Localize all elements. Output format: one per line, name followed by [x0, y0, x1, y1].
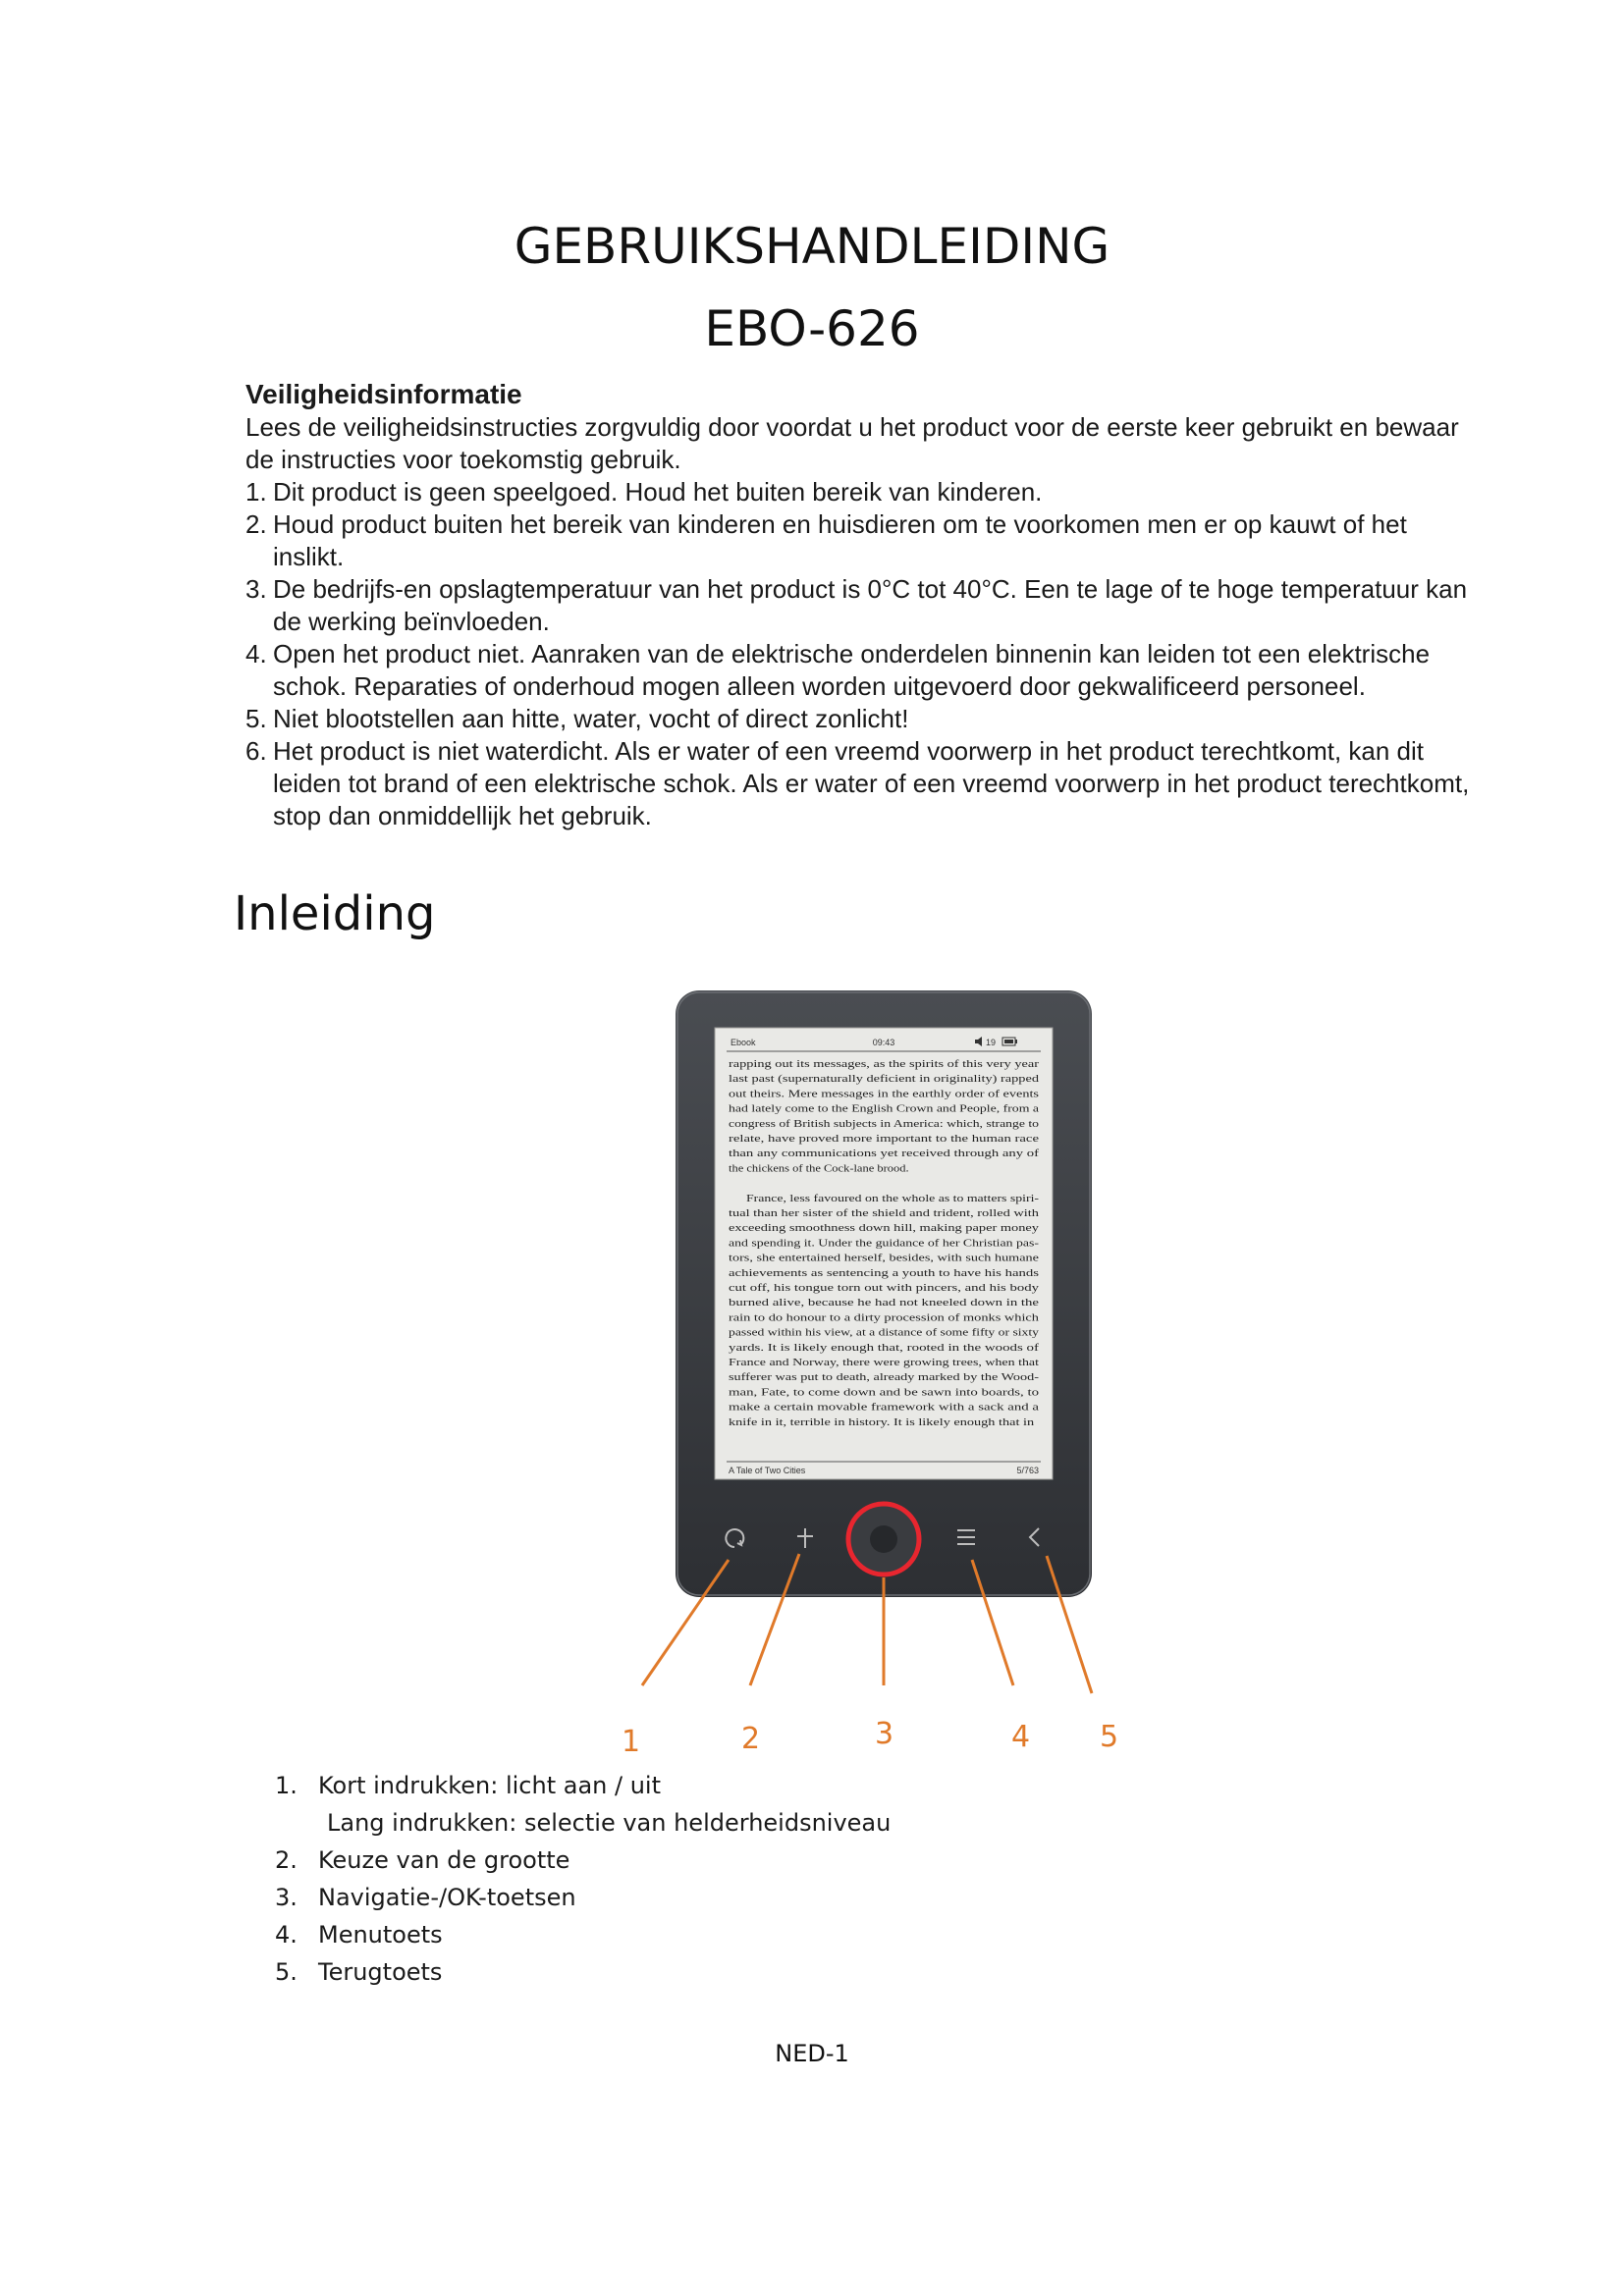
safety-item: [245, 735, 1473, 832]
ebook-text-line: last past (supernaturally deficient in originality) rapped: [729, 1074, 1041, 1086]
safety-item: [245, 703, 1473, 735]
ebook-text-line: France and Norway, there were growing trees, when that: [729, 1358, 1040, 1368]
ebook-text-line: tual than her sister of the shield and trident, rolled with: [729, 1208, 1041, 1219]
ebook-text-line: out theirs. Mere messages in the earthly order of events: [729, 1089, 1039, 1100]
ebook-text-line: make a certain movable framework with a sack and a: [729, 1402, 1040, 1414]
safety-item-number: 6.: [245, 736, 267, 766]
key-list-number: 3.: [275, 1884, 298, 1911]
navigation-ok-button[interactable]: [848, 1504, 919, 1575]
ebook-text-line: sufferer was put to death, already marked by the Wood-: [729, 1372, 1040, 1384]
ebook-text-line: achievements as sentencing a youth to have his hands: [729, 1267, 1039, 1279]
ebook-text-line: passed within his view, at a distance of some fifty or sixty: [729, 1327, 1040, 1339]
ebook-text-line: burned alive, because he had not kneeled down in the: [729, 1298, 1040, 1309]
key-list-number: 1.: [275, 1772, 298, 1799]
key-list-text: Kort indrukken: licht aan / uit: [318, 1772, 661, 1799]
safety-item-text: Dit product is geen speelgoed. Houd het buiten bereik van kinderen.: [273, 477, 1043, 507]
model-number: EBO-626: [704, 300, 920, 357]
safety-list: [245, 476, 1473, 832]
callout-number-1: 1: [622, 1725, 641, 1759]
key-list-text: Keuze van de grootte: [318, 1846, 570, 1874]
key-list-item: [275, 1953, 1257, 1991]
safety-item-text: Niet blootstellen aan hitte, water, vocht of direct zonlicht!: [273, 704, 909, 733]
key-list-text: Lang indrukken: selectie van helderheidsniveau: [327, 1809, 892, 1837]
ebook-text-line: and spending it. Under the guidance of her Christian pas-: [729, 1238, 1040, 1250]
callout-number-4: 4: [1011, 1720, 1031, 1754]
key-list-number: 5.: [275, 1958, 298, 1986]
ebook-text-line: tors, she entertained herself, besides, with such humane: [729, 1253, 1040, 1264]
safety-item-text: De bedrijfs-en opslagtemperatuur van het product is 0°C tot 40°C. Een te lage of te hoge temperatuur kan de werking beïnvloeden.: [273, 574, 1468, 636]
safety-item-number: 1.: [245, 477, 267, 507]
key-list-number: 2.: [275, 1846, 298, 1874]
safety-intro: Lees de veiligheidsinstructies zorgvuldig door voordat u het product voor de eerste keer gebruikt en bewaar de instructies voor toekomstig gebruik.: [245, 412, 1459, 474]
safety-heading: Veiligheidsinformatie: [245, 379, 522, 409]
key-list-item: [275, 1916, 1257, 1953]
callout-number-5: 5: [1100, 1720, 1119, 1754]
ebook-text-line: than any communications yet received through any of: [729, 1148, 1040, 1160]
status-time: 09:43: [872, 1038, 895, 1047]
safety-item-text: Open het product niet. Aanraken van de elektrische onderdelen binnenin kan leiden tot een elektrische schok. Reparaties of onderhoud mogen alleen worden uitgevoerd door gekwalificeerd personeel.: [273, 639, 1431, 701]
ebook-text-line: rapping out its messages, as the spirits of this very year: [729, 1059, 1040, 1070]
ebook-text-line: yards. It is likely enough that, rooted in the woods of: [729, 1342, 1040, 1354]
key-list-item: [275, 1879, 1257, 1916]
key-function-list: [275, 1767, 1257, 1991]
intro-heading: Inleiding: [234, 886, 436, 941]
page-counter: 5/763: [1016, 1466, 1039, 1475]
ebook-text-line: knife in it, terrible in history. It is likely enough that in: [729, 1416, 1036, 1428]
key-list-number: 4.: [275, 1921, 298, 1949]
safety-item-text: Houd product buiten het bereik van kinderen en huisdieren om te voorkomen men er op kauwt of het inslikt.: [273, 509, 1407, 571]
safety-section: [245, 378, 1473, 832]
ebook-text-line: exceeding smoothness down hill, making paper money: [729, 1223, 1041, 1235]
key-list-text: Navigatie-/OK-toetsen: [318, 1884, 576, 1911]
safety-item: [245, 638, 1473, 703]
ebook-text-line: had lately come to the English Crown and People, from a: [729, 1103, 1040, 1115]
status-volume: 19: [986, 1038, 997, 1047]
safety-item-number: 2.: [245, 509, 267, 539]
callout-number-3: 3: [875, 1717, 894, 1751]
ebook-text-line: congress of British subjects in America: which, strange to: [729, 1118, 1039, 1130]
safety-item-number: 5.: [245, 704, 267, 733]
safety-item: [245, 573, 1473, 638]
key-list-subitem: [275, 1804, 1257, 1842]
safety-item-text: Het product is niet waterdicht. Als er water of een vreemd voorwerp in het product terechtkomt, kan dit leiden tot brand of een elektrische schok. Als er water of een vreemd voorwerp in het product terechtkomt, stop dan onmiddellijk het gebruik.: [273, 736, 1470, 830]
ebook-text-line: France, less favoured on the whole as to matters spiri-: [746, 1193, 1040, 1204]
ebook-text-line: relate, have proved more important to the human race: [729, 1134, 1040, 1145]
ebook-text-line: the chickens of the Cock-lane brood.: [729, 1163, 909, 1175]
safety-item-number: 3.: [245, 574, 267, 604]
page-number: NED-1: [775, 2040, 849, 2067]
ebook-page-text: [729, 1059, 1040, 1428]
ebook-text-line: cut off, his tongue torn out with pincers, and his body: [729, 1283, 1041, 1294]
document-title: GEBRUIKSHANDLEIDING: [514, 218, 1110, 275]
key-list-item: [275, 1767, 1257, 1804]
ereader-illustration: [589, 967, 1139, 1767]
book-title: A Tale of Two Cities: [729, 1466, 806, 1475]
key-list-item: [275, 1842, 1257, 1879]
key-list-text: Menutoets: [318, 1921, 443, 1949]
safety-item: [245, 508, 1473, 573]
ebook-text-line: rain to do honour to a dirty procession of monks which: [729, 1312, 1041, 1324]
status-label: Ebook: [731, 1038, 756, 1047]
callout-number-2: 2: [741, 1722, 761, 1756]
ebook-text-line: man, Fate, to come down and be sawn into boards, to: [729, 1387, 1039, 1399]
safety-item-number: 4.: [245, 639, 267, 668]
safety-item: [245, 476, 1473, 508]
key-list-text: Terugtoets: [318, 1958, 443, 1986]
